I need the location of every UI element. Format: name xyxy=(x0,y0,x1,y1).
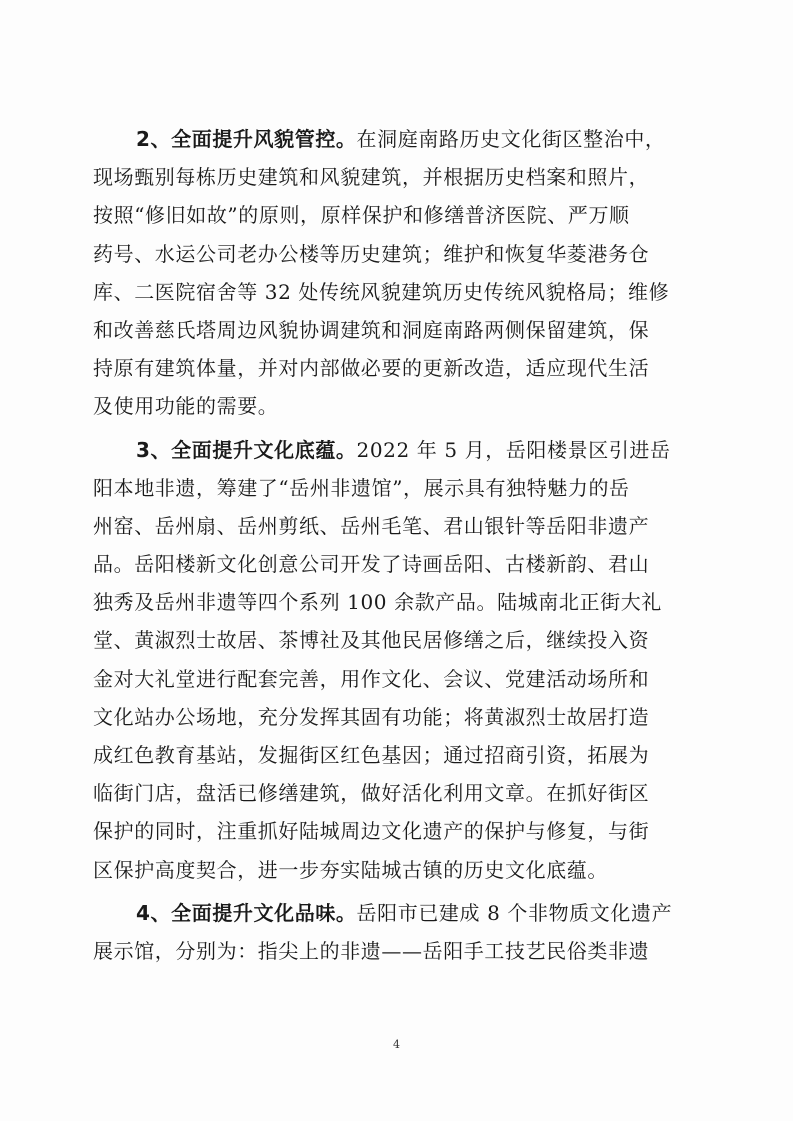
paragraph-line: 展示馆，分别为：指尖上的非遗——岳阳手工技艺民俗类非遗 xyxy=(93,938,650,963)
paragraph-line: 在洞庭南路历史文化街区整治中， xyxy=(356,127,666,151)
paragraph-line: 现场甄别每栋历史建筑和风貌建筑，并根据历史档案和照片， xyxy=(93,165,650,190)
paragraph-first-line xyxy=(93,120,703,158)
paragraph-section-4 xyxy=(93,894,703,970)
paragraph-line: 阳本地非遗，筹建了“岳州非遗馆”，展示具有独特魅力的岳 xyxy=(93,475,630,500)
section-heading: 3、全面提升文化底蕴。 xyxy=(136,437,357,462)
paragraph-section-2 xyxy=(93,120,703,426)
paragraph-line: 及使用功能的需要。 xyxy=(93,394,279,419)
paragraph-line: 持原有建筑体量，并对内部做必要的更新改造，适应现代生活 xyxy=(93,356,650,381)
paragraph-line: 临街门店，盘活已修缮建筑，做好活化利用文章。在抓好街区 xyxy=(93,781,650,806)
paragraph-first-line xyxy=(93,431,703,469)
document-body xyxy=(93,120,703,970)
paragraph-section-3 xyxy=(93,431,703,889)
section-heading: 4、全面提升文化品味。 xyxy=(136,900,357,925)
paragraph-line: 成红色教育基站，发掘街区红色基因；通过招商引资，拓展为 xyxy=(93,743,650,767)
paragraph-line: 区保护高度契合，进一步夯实陆城古镇的历史文化底蕴。 xyxy=(93,857,608,882)
paragraph-line: 按照“修旧如故”的原则，原样保护和修缮普济医院、严万顺 xyxy=(93,203,630,228)
paragraph-line: 州窑、岳州扇、岳州剪纸、岳州毛笔、君山银针等岳阳非遗产 xyxy=(93,513,650,538)
paragraph-line: 堂、黄淑烈士故居、茶博社及其他民居修缮之后，继续投入资 xyxy=(93,628,650,653)
paragraph-line: 独秀及岳州非遗等四个系列 100 余款产品。陆城南北正街大礼 xyxy=(93,590,662,615)
paragraph-line: 保护的同时，注重抓好陆城周边文化遗产的保护与修复，与街 xyxy=(93,819,650,844)
paragraph-line: 金对大礼堂进行配套完善，用作文化、会议、党建活动场所和 xyxy=(93,666,650,691)
paragraph-line: 药号、水运公司老办公楼等历史建筑；维护和恢复华菱港务仓 xyxy=(93,241,650,266)
section-heading: 2、全面提升风貌管控。 xyxy=(136,127,357,151)
paragraph-line: 品。岳阳楼新文化创意公司开发了诗画岳阳、古楼新韵、君山 xyxy=(93,552,650,577)
page-number: 4 xyxy=(393,1038,400,1051)
paragraph-line: 和改善慈氏塔周边风貌协调建筑和洞庭南路两侧保留建筑，保 xyxy=(93,317,650,342)
paragraph-line: 2022 年 5 月，岳阳楼景区引进岳 xyxy=(356,437,671,462)
paragraph-line: 库、二医院宿舍等 32 处传统风貌建筑历史传统风貌格局；维修 xyxy=(93,279,670,304)
paragraph-line: 文化站办公场地，充分发挥其固有功能；将黄淑烈士故居打造 xyxy=(93,704,650,729)
paragraph-line: 岳阳市已建成 8 个非物质文化遗产 xyxy=(356,900,673,925)
paragraph-first-line xyxy=(93,894,703,932)
